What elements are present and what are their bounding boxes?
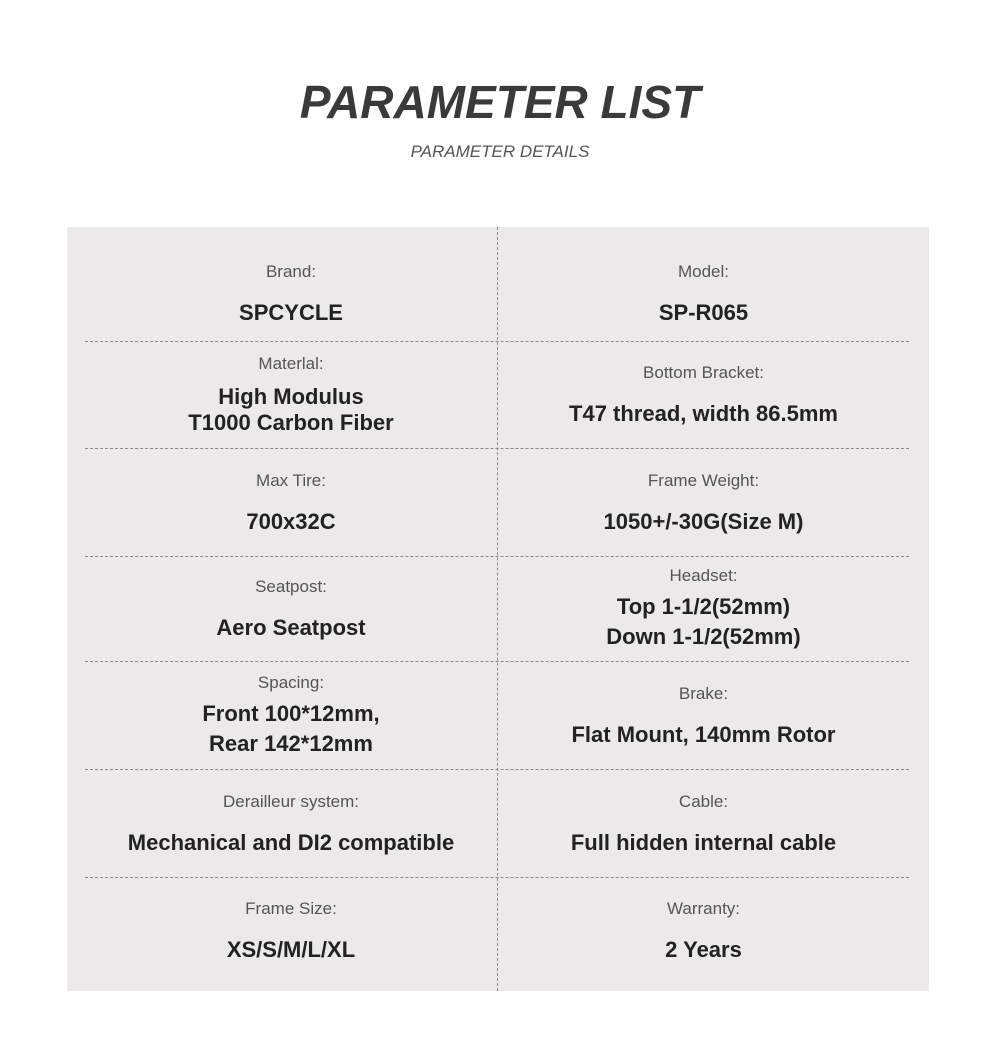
param-label: Seatpost: xyxy=(255,577,327,596)
table-row xyxy=(85,557,909,662)
param-label: Derailleur system: xyxy=(222,791,360,811)
param-value: Aero Seatpost xyxy=(216,615,366,640)
param-label: Cable: xyxy=(678,791,729,811)
param-label: Headset: xyxy=(669,566,738,585)
param-label: Materlal: xyxy=(258,354,324,373)
param-value: High Modulus T1000 Carbon Fiber xyxy=(188,384,394,435)
param-max-tire xyxy=(85,449,497,556)
param-value: 700x32C xyxy=(246,508,336,534)
param-headset xyxy=(498,557,909,661)
param-seatpost xyxy=(85,557,497,661)
param-material xyxy=(85,342,497,448)
param-label: Bottom Bracket: xyxy=(643,363,764,382)
param-value: Front 100*12mm, Rear 142*12mm xyxy=(202,700,380,756)
param-value: Mechanical and DI2 compatible xyxy=(127,829,455,855)
param-derailleur xyxy=(85,770,497,877)
page-subtitle: PARAMETER DETAILS xyxy=(410,142,590,161)
table-row xyxy=(85,449,909,557)
param-label: Brand: xyxy=(265,262,317,281)
param-frame-size xyxy=(85,878,497,984)
table-row xyxy=(85,770,909,878)
page-title: PARAMETER LIST xyxy=(299,76,701,128)
param-label: Spacing: xyxy=(257,672,325,692)
table-row xyxy=(85,247,909,342)
param-label: Warranty: xyxy=(666,899,741,918)
param-bottom-bracket xyxy=(498,342,909,448)
param-label: Max Tire: xyxy=(256,470,326,490)
param-cable xyxy=(498,770,909,877)
param-value: 2 Years xyxy=(665,937,742,962)
param-value: 1050+/-30G(Size M) xyxy=(603,508,804,534)
param-model xyxy=(498,247,909,341)
param-value: SPCYCLE xyxy=(239,300,343,325)
param-spacing xyxy=(85,662,497,769)
param-label: Frame Size: xyxy=(245,899,337,918)
param-label: Model: xyxy=(677,262,730,281)
param-label: Frame Weight: xyxy=(647,470,760,490)
table-row xyxy=(85,662,909,770)
param-value: Flat Mount, 140mm Rotor xyxy=(571,721,836,747)
param-value: Full hidden internal cable xyxy=(570,829,837,855)
param-warranty xyxy=(498,878,909,984)
param-brake xyxy=(498,662,909,769)
param-value: SP-R065 xyxy=(658,300,749,325)
param-value: T47 thread, width 86.5mm xyxy=(569,401,838,426)
table-row xyxy=(85,342,909,449)
param-label: Brake: xyxy=(678,683,729,703)
param-value: XS/S/M/L/XL xyxy=(226,937,356,962)
param-brand xyxy=(85,247,497,341)
param-frame-weight xyxy=(498,449,909,556)
param-value: Top 1-1/2(52mm) Down 1-1/2(52mm) xyxy=(606,594,801,649)
table-row xyxy=(85,878,909,984)
parameter-table xyxy=(67,227,929,991)
